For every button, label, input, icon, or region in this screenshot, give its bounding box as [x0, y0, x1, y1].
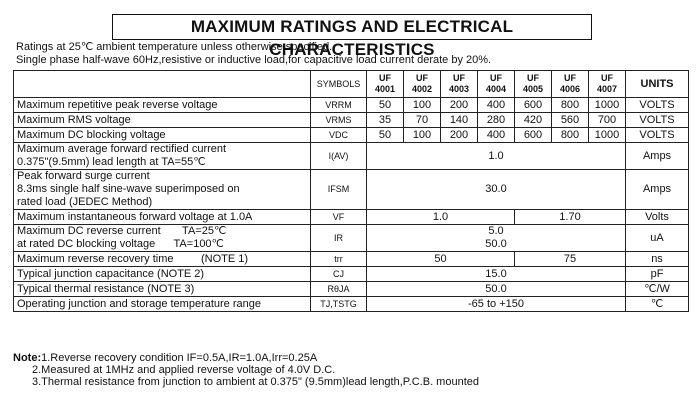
row-desc: Maximum repetitive peak reverse voltage: [14, 98, 311, 113]
value-cell: 700: [589, 113, 626, 128]
row-symbol: VF: [311, 210, 367, 225]
row-cj: [14, 267, 689, 282]
row-unit: pF: [626, 267, 689, 282]
row-iav: [14, 143, 689, 170]
row-symbol: TJ,TSTG: [311, 297, 367, 312]
row-rqja: [14, 282, 689, 297]
value-cell: 800: [552, 98, 589, 113]
row-ir: [14, 225, 689, 252]
header-blank: [14, 71, 311, 98]
value-cell: 200: [441, 128, 478, 143]
value-cell: 70: [404, 113, 441, 128]
value-cell: 1000: [589, 128, 626, 143]
ratings-table: [13, 70, 689, 312]
note-3: 3.Thermal resistance from junction to ambient at 0.375" (9.5mm)lead length,P.C.B. mounted: [32, 376, 479, 388]
intro-line-2: Single phase half-wave 60Hz,resistive or inductive load,for capacitive load current derate by 20%.: [16, 54, 492, 66]
row-symbol: VRRM: [311, 98, 367, 113]
value-cell: 280: [478, 113, 515, 128]
row-unit: Volts: [626, 210, 689, 225]
row-desc: Maximum instantaneous forward voltage at 1.0A: [14, 210, 311, 225]
note-2: 2.Measured at 1MHz and applied reverse voltage of 4.0V D.C.: [32, 364, 336, 376]
value-cell: 50.0: [367, 282, 626, 297]
header-device-7: UF 4007: [589, 71, 626, 98]
row-trr: [14, 252, 689, 267]
row-desc: Maximum DC blocking voltage: [14, 128, 311, 143]
row-unit: VOLTS: [626, 98, 689, 113]
value-cell: 30.0: [367, 170, 626, 210]
value-cell: 1.0: [367, 143, 626, 170]
notes-section: [13, 352, 479, 388]
notes-label: Note:: [13, 352, 42, 364]
header-units: UNITS: [626, 71, 689, 98]
value-cell: 5.0 50.0: [367, 225, 626, 252]
row-symbol: VDC: [311, 128, 367, 143]
value-cell: 600: [515, 128, 552, 143]
note-1: 1.Reverse recovery condition IF=0.5A,IR=1.0A,Irr=0.25A: [41, 352, 318, 364]
intro-line-1: Ratings at 25℃ ambient temperature unless otherwise specified.: [16, 41, 333, 53]
value-cell: 200: [441, 98, 478, 113]
header-device-3: UF 4003: [441, 71, 478, 98]
row-desc: Typical thermal resistance (NOTE 3): [14, 282, 311, 297]
value-cell: 420: [515, 113, 552, 128]
row-unit: VOLTS: [626, 128, 689, 143]
row-ifsm: [14, 170, 689, 210]
value-cell: 400: [478, 128, 515, 143]
row-unit: VOLTS: [626, 113, 689, 128]
row-desc: Operating junction and storage temperature range: [14, 297, 311, 312]
row-desc: Maximum DC reverse current TA=25℃ at rated DC blocking voltage TA=100℃: [14, 225, 311, 252]
value-cell: 100: [404, 98, 441, 113]
value-cell: 800: [552, 128, 589, 143]
row-unit: uA: [626, 225, 689, 252]
row-vrms: [14, 113, 689, 128]
value-cell: 75: [515, 252, 626, 267]
value-cell: 140: [441, 113, 478, 128]
value-cell: 50: [367, 98, 404, 113]
header-device-5: UF 4005: [515, 71, 552, 98]
row-unit: Amps: [626, 170, 689, 210]
row-symbol: I(AV): [311, 143, 367, 170]
header-device-6: UF 4006: [552, 71, 589, 98]
row-symbol: RθJA: [311, 282, 367, 297]
value-cell: 100: [404, 128, 441, 143]
row-symbol: IFSM: [311, 170, 367, 210]
value-cell: 50: [367, 128, 404, 143]
value-cell: -65 to +150: [367, 297, 626, 312]
value-cell: 1000: [589, 98, 626, 113]
row-symbol: VRMS: [311, 113, 367, 128]
row-desc: Maximum reverse recovery time (NOTE 1): [14, 252, 311, 267]
row-unit: Amps: [626, 143, 689, 170]
header-device-2: UF 4002: [404, 71, 441, 98]
header-row: [14, 71, 689, 98]
value-cell: 1.70: [515, 210, 626, 225]
row-vrrm: [14, 98, 689, 113]
value-cell: 600: [515, 98, 552, 113]
page-title: MAXIMUM RATINGS AND ELECTRICAL CHARACTERISTICS: [112, 14, 592, 40]
header-symbols: SYMBOLS: [311, 71, 367, 98]
row-unit: ℃: [626, 297, 689, 312]
intro-text: [16, 41, 491, 67]
value-cell: 15.0: [367, 267, 626, 282]
header-device-1: UF 4001: [367, 71, 404, 98]
row-symbol: trr: [311, 252, 367, 267]
value-cell: 1.0: [367, 210, 515, 225]
row-symbol: IR: [311, 225, 367, 252]
row-desc: Maximum RMS voltage: [14, 113, 311, 128]
header-device-4: UF 4004: [478, 71, 515, 98]
value-cell: 560: [552, 113, 589, 128]
row-unit: ℃/W: [626, 282, 689, 297]
row-symbol: CJ: [311, 267, 367, 282]
value-cell: 400: [478, 98, 515, 113]
row-desc: Maximum average forward rectified current 0.375"(9.5mm) lead length at TA=55℃: [14, 143, 311, 170]
row-tj: [14, 297, 689, 312]
value-cell: 35: [367, 113, 404, 128]
value-cell: 50: [367, 252, 515, 267]
row-vdc: [14, 128, 689, 143]
row-unit: ns: [626, 252, 689, 267]
row-vf: [14, 210, 689, 225]
row-desc: Typical junction capacitance (NOTE 2): [14, 267, 311, 282]
row-desc: Peak forward surge current 8.3ms single half sine-wave superimposed on rated load (JEDEC Method): [14, 170, 311, 210]
